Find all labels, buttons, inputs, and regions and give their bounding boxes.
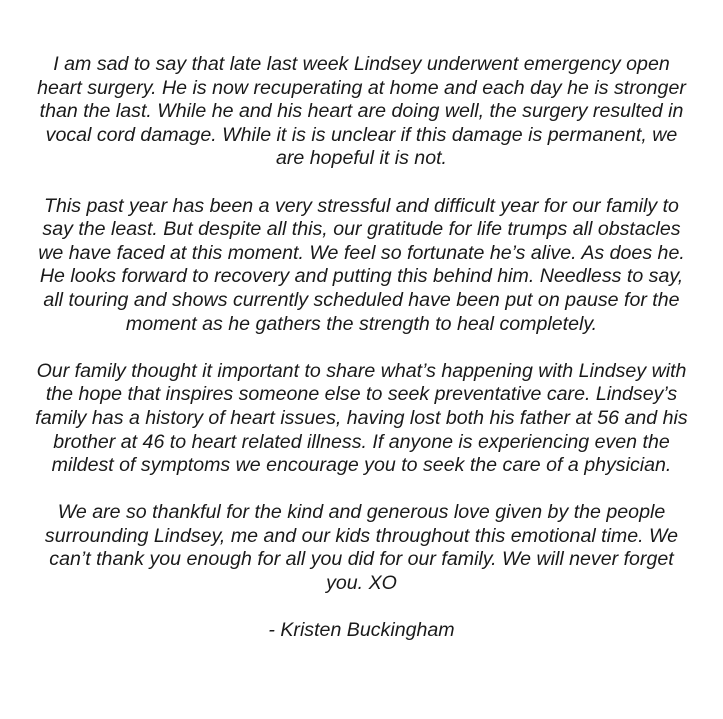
text-line: brother at 46 to heart related illness. If anyone is experiencing even the	[53, 430, 670, 453]
text-line: I am sad to say that late last week Lindsey underwent emergency open	[53, 53, 670, 75]
text-line: the hope that inspires someone else to seek preventative care. Lindsey’s	[45, 383, 678, 406]
paragraph-thanks	[12, 501, 711, 595]
text-line: mildest of symptoms we encourage you to seek the care of a physician.	[51, 454, 672, 477]
text-line: heart surgery. He is now recuperating at home and each day he is stronger	[37, 76, 686, 99]
paragraph-difficult-year	[12, 195, 711, 337]
text-line: He looks forward to recovery and putting this behind him. Needless to say,	[39, 265, 684, 288]
text-line: can’t thank you enough for all you did for our family. We will never forget	[49, 548, 674, 571]
text-line: all touring and shows currently scheduled have been put on pause for the	[43, 288, 680, 311]
text-line: vocal cord damage. While it is is unclear if this damage is permanent, we	[45, 123, 678, 146]
text-line: Our family thought it important to share what’s happening with Lindsey with	[36, 359, 687, 382]
text-line: you. XO	[326, 572, 397, 595]
signature: - Kristen Buckingham	[268, 619, 455, 642]
text-line: we have faced at this moment. We feel so fortunate he’s alive. As does he.	[38, 241, 685, 264]
text-line: are hopeful it is not.	[275, 147, 447, 170]
paragraph-surgery-news	[12, 53, 711, 171]
text-line: surrounding Lindsey, me and our kids throughout this emotional time. We	[44, 524, 679, 547]
paragraph-preventative-care	[12, 360, 711, 478]
text-line: We are so thankful for the kind and generous love given by the people	[57, 501, 666, 524]
text-line: say the least. But despite all this, our gratitude for life trumps all obstacles	[42, 218, 681, 241]
text-line: This past year has been a very stressful and difficult year for our family to	[44, 194, 679, 217]
text-line: than the last. While he and his heart are doing well, the surgery resulted in	[39, 100, 684, 123]
text-line: family has a history of heart issues, having lost both his father at 56 and his	[35, 406, 688, 429]
text-line: moment as he gathers the strength to heal completely.	[125, 312, 598, 335]
